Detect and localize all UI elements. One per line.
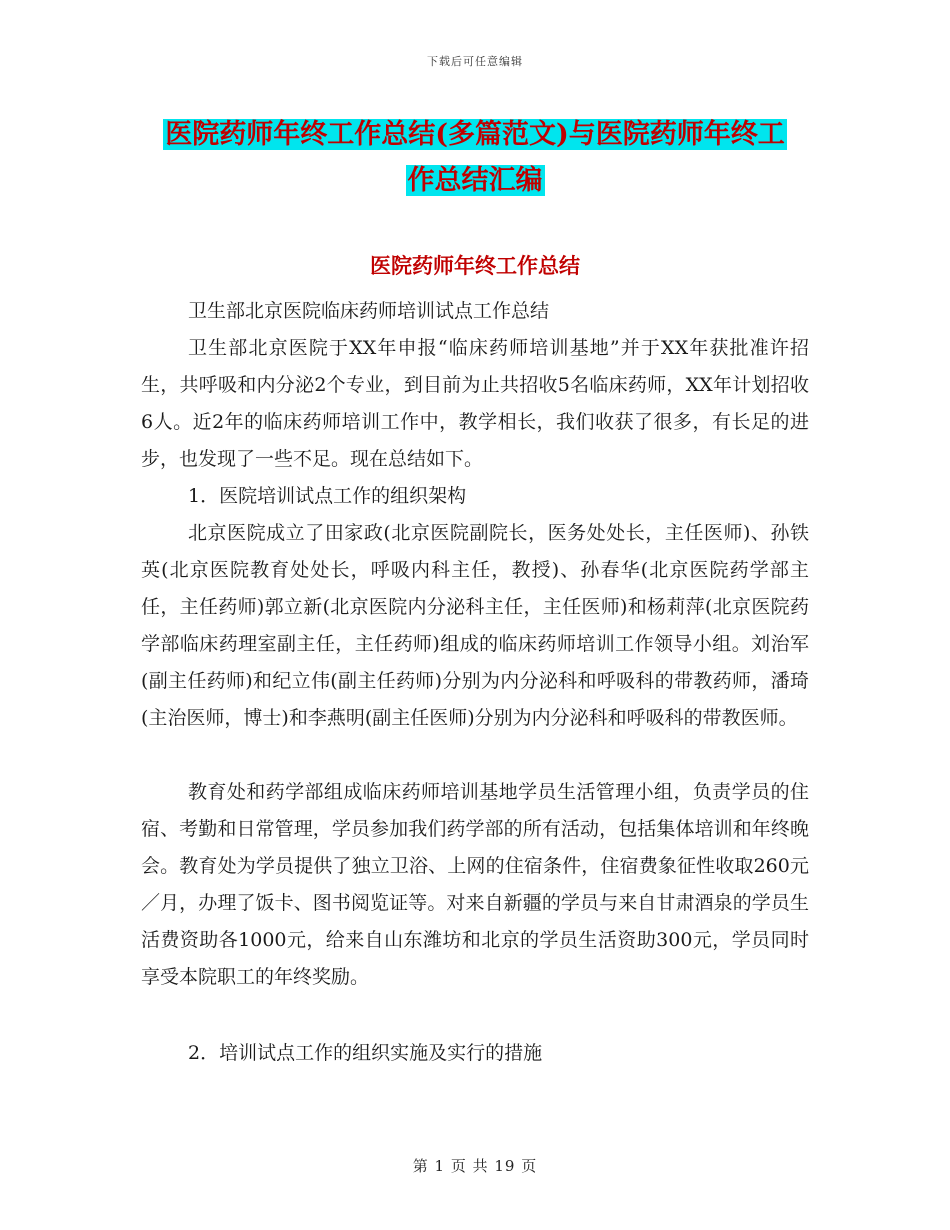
paragraph-intro: 卫生部北京医院于XX年申报“临床药师培训基地”并于XX年获批准许招生，共呼吸和内分泌2个专业，到目前为止共招收5名临床药师，XX年计划招收6人。近2年的临床药师培训工作中，教学相长，我们收获了很多，有长足的进步，也发现了一些不足。现在总结如下。 [141,337,809,470]
document-title [140,112,810,151]
paragraph-organization: 北京医院成立了田家政(北京医院副院长，医务处处长，主任医师)、孙铁英(北京医院教育处处长，呼吸内科主任，教授)、孙春华(北京医院药学部主任，主任药师)郭立新(北京医院内分泌科主任，主任医师)和杨莉萍(北京医院药学部临床药理室副主任，主任药师)组成的临床药师培训工作领导小组。刘治军(副主任药师)和纪立伟(副主任药师)分别为内分泌科和呼吸科的带教药师，潘琦(主治医师，博士)和李燕明(副主任医师)分别为内分泌科和呼吸科的带教医师。 [141,522,809,729]
document-title-line-1: 医院药师年终工作总结(多篇范文)与医院药师年终工 [165,119,785,150]
page-number-footer: 第 1 页 共 19 页 [412,1157,538,1175]
paragraph-student-management: 教育处和药学部组成临床药师培训基地学员生活管理小组，负责学员的住宿、考勤和日常管理，学员参加我们药学部的所有活动，包括集体培训和年终晚会。教育处为学员提供了独立卫浴、上网的住宿条件，住宿费象征性收取260元／月，办理了饭卡、图书阅览证等。对来自新疆的学员与来自甘肃酒泉的学员生活费资助各1000元，给来自山东潍坊和北京的学员生活资助300元，学员同时享受本院职工的年终奖励。 [141,781,809,988]
header-note: 下载后可任意编辑 [427,55,523,68]
section-title: 医院药师年终工作总结 [370,253,580,278]
paragraph-subtitle: 卫生部北京医院临床药师培训试点工作总结 [188,300,550,322]
paragraph-heading-2: 2．培训试点工作的组织实施及实行的措施 [188,1042,543,1064]
document-title-continued [140,158,810,197]
document-title-line-2: 作总结汇编 [407,165,543,196]
paragraph-heading-1: 1．医院培训试点工作的组织架构 [188,485,467,507]
